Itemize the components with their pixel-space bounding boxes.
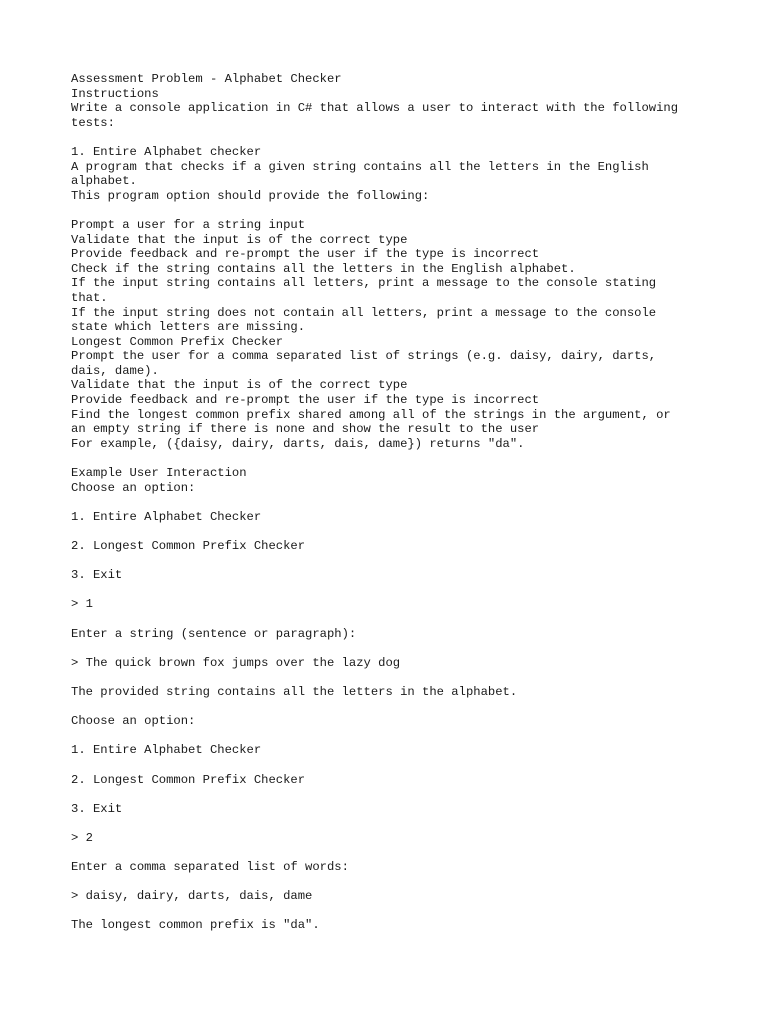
- section1-requirement: Validate that the input is of the correct type: [71, 232, 408, 247]
- document-title: Assessment Problem - Alphabet Checker: [71, 72, 342, 86]
- section1-requirement: If the input string contains all letters, print a message to the console stating: [71, 276, 657, 291]
- menu-option: 1. Entire Alphabet Checker: [71, 743, 262, 758]
- menu-prompt: Choose an option:: [71, 714, 196, 729]
- spacer: [71, 816, 731, 831]
- section2-requirement: an empty string if there is none and show the result to the user: [71, 422, 540, 437]
- spacer: [71, 904, 731, 919]
- section1-requirement: Check if the string contains all the letters in the English alphabet.: [71, 261, 576, 276]
- section1-requirement: Provide feedback and re-prompt the user if the type is incorrect: [71, 247, 540, 262]
- section2-heading: Longest Common Prefix Checker: [71, 334, 284, 349]
- instructions-heading: Instructions: [71, 86, 159, 101]
- spacer: [71, 583, 731, 598]
- user-input: > 2: [71, 830, 93, 845]
- section1-description: A program that checks if a given string contains all the letters in the English: [71, 159, 649, 174]
- example-heading: Example User Interaction: [71, 466, 247, 481]
- menu-prompt: Choose an option:: [71, 480, 196, 495]
- section1-description: This program option should provide the following:: [71, 188, 430, 203]
- section2-requirement: dais, dame).: [71, 363, 159, 378]
- spacer: [71, 787, 731, 802]
- menu-option: 3. Exit: [71, 568, 123, 583]
- words-prompt: Enter a comma separated list of words:: [71, 860, 349, 875]
- section2-requirement: For example, ({daisy, dairy, darts, dais, dame}) returns "da".: [71, 436, 525, 451]
- spacer: [71, 524, 731, 539]
- spacer: [71, 612, 731, 627]
- spacer: [71, 641, 731, 656]
- program-output: The provided string contains all the letters in the alphabet.: [71, 684, 518, 699]
- intro-line: Write a console application in C# that allows a user to interact with the following: [71, 101, 679, 116]
- spacer: [71, 700, 731, 715]
- spacer: [71, 554, 731, 569]
- menu-option: 2. Longest Common Prefix Checker: [71, 539, 306, 553]
- menu-option: 2. Longest Common Prefix Checker: [71, 772, 306, 787]
- section2-requirement: Prompt the user for a comma separated list of strings (e.g. daisy, dairy, darts,: [71, 349, 657, 364]
- section1-requirement: Prompt a user for a string input: [71, 217, 306, 232]
- section2-requirement: Find the longest common prefix shared among all of the strings in the argument, or: [71, 407, 671, 422]
- user-input: > 1: [71, 597, 93, 612]
- spacer: [71, 845, 731, 860]
- spacer: [71, 203, 731, 218]
- intro-line: tests:: [71, 115, 115, 130]
- spacer: [71, 670, 731, 685]
- spacer: [71, 729, 731, 744]
- spacer: [71, 495, 731, 510]
- section1-requirement: state which letters are missing.: [71, 320, 306, 335]
- document-page: [71, 72, 731, 933]
- menu-option: 3. Exit: [71, 801, 123, 816]
- user-input: > The quick brown fox jumps over the lazy dog: [71, 655, 401, 670]
- section1-heading: 1. Entire Alphabet checker: [71, 144, 262, 159]
- string-prompt: Enter a string (sentence or paragraph):: [71, 626, 357, 641]
- spacer: [71, 758, 731, 773]
- user-input: > daisy, dairy, darts, dais, dame: [71, 889, 313, 904]
- spacer: [71, 875, 731, 890]
- section2-requirement: Provide feedback and re-prompt the user if the type is incorrect: [71, 393, 540, 408]
- section1-requirement: that.: [71, 290, 108, 305]
- program-output: The longest common prefix is "da".: [71, 918, 320, 933]
- section1-description: alphabet.: [71, 174, 137, 189]
- spacer: [71, 130, 731, 145]
- section1-requirement: If the input string does not contain all letters, print a message to the console: [71, 305, 657, 320]
- spacer: [71, 451, 731, 466]
- section2-requirement: Validate that the input is of the correct type: [71, 378, 408, 393]
- menu-option: 1. Entire Alphabet Checker: [71, 509, 262, 524]
